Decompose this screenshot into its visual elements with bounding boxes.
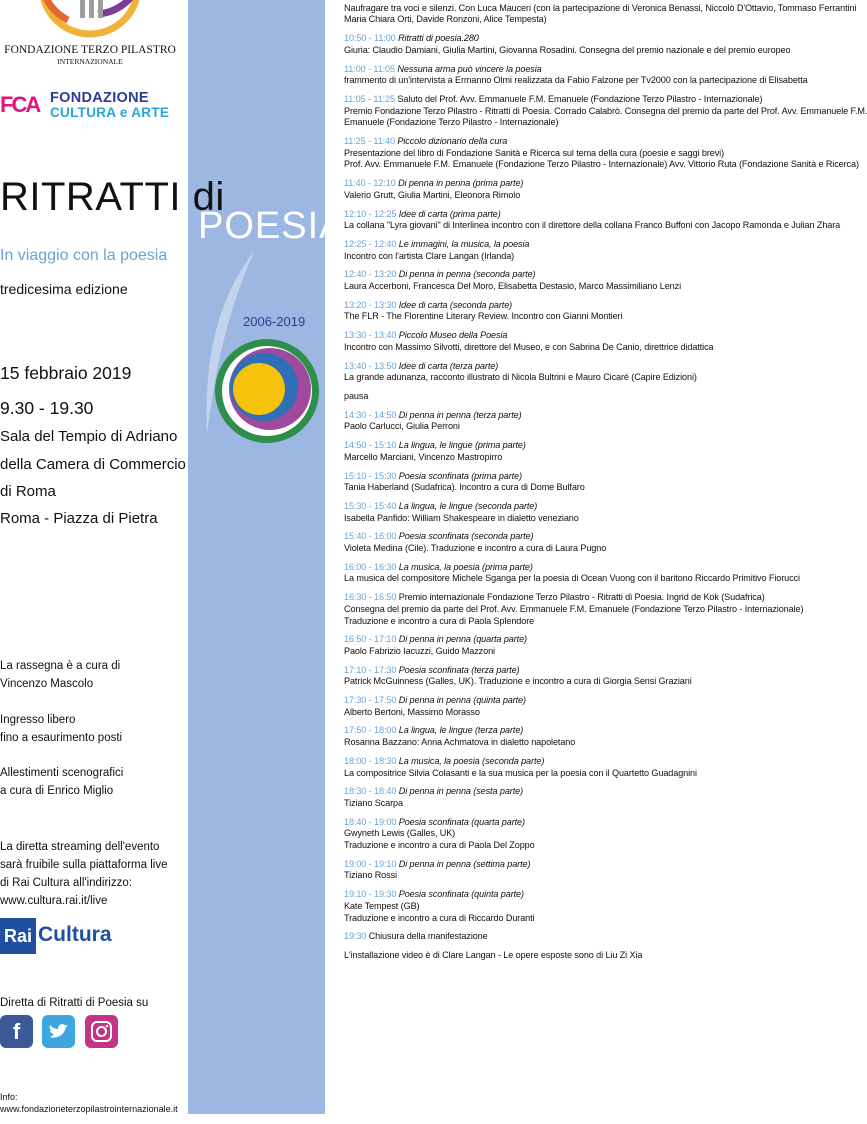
program-time: 15:30 - 15:40: [344, 500, 397, 511]
program-item: [344, 950, 795, 962]
program-detail: Giuria: Claudio Damiani, Giulia Martini, Giovanna Rosadini. Consegna del premio nazionale e del premio europeo: [344, 44, 791, 55]
program-detail: Violeta Medina (Cile). Traduzione e incontro a cura di Laura Pugno: [344, 543, 607, 554]
program-detail: Patrick McGuinness (Galles, UK). Traduzione e incontro a cura di Giorgia Sensi Graziani: [344, 676, 692, 687]
venue-line: di Roma: [0, 483, 56, 500]
program-item: [344, 208, 841, 232]
program-item: [344, 756, 795, 779]
program-item: [344, 592, 804, 627]
venue-line: Roma - Piazza di Pietra: [0, 510, 158, 527]
years-label: 2006-2019: [243, 314, 306, 329]
instagram-camera-icon: [85, 1015, 118, 1048]
program-detail: frammento di un'intervista a Ermanno Olmi realizzata da Fabio Falzone per Tv2000 con la partecipazione di Elisabetta: [344, 75, 808, 86]
program-item-header: [344, 239, 795, 251]
info-label: Info:: [0, 1092, 18, 1102]
program-item-header: [344, 300, 795, 312]
program-title: Poesia sconfinata (terza parte): [398, 664, 520, 675]
program-item: [344, 561, 800, 585]
program-detail: Prof. Avv. Emmanuele F.M. Emanuele (Fondazione Terzo Pilastro - Internazionale) Avv. Vittorio Ruta (Fondazione Sanità e Ricerca): [344, 159, 859, 170]
streaming-line: di Rai Cultura all'indirizzo:: [0, 877, 132, 889]
program-detail: La compositrice Silvia Colasanti e la sua musica per la poesia con il Quartetto Guadagnini: [344, 767, 697, 778]
program-detail: Consegna del premio da parte del Prof. Avv. Emmanuele F.M. Emanuele (Fondazione Terzo Pilastro - Internazionale): [344, 603, 804, 614]
rai-text: Cultura: [38, 923, 112, 946]
program-detail: Maria Chiara Orti, Davide Ronzoni, Alice Tempesta): [344, 14, 547, 25]
venue-line: della Camera di Commercio: [0, 456, 186, 473]
program-title: Di penna in penna (quarta parte): [398, 634, 527, 645]
program-time: 11:40 - 12:10: [344, 178, 396, 189]
program-title: Di penna in penna (quinta parte): [398, 695, 526, 706]
fca-line1: FONDAZIONE: [50, 90, 149, 106]
rai-box: Rai: [0, 918, 36, 954]
fca-mark: FCA: [0, 92, 40, 117]
program-item-header: [344, 136, 795, 148]
program-detail: Premio Fondazione Terzo Pilastro - Ritratti di Poesia. Corrado Calabrò. Consegna del premio da parte del Prof. Avv. Emmanuele F.M.: [344, 105, 867, 116]
program-item: [344, 471, 795, 494]
program-detail: Alberto Bertoni, Massimo Morasso: [344, 706, 480, 717]
program-title: Idee di carta (terza parte): [398, 360, 499, 371]
program-item: [344, 330, 795, 353]
program-item-header: [344, 817, 795, 829]
program-item: [344, 136, 859, 171]
program-item-header: [344, 665, 795, 677]
program-time: 15:40 - 16:00: [344, 531, 397, 542]
program-item-header: [344, 440, 795, 452]
program-title: Di penna in penna (seconda parte): [398, 269, 536, 280]
program-title: Poesia sconfinata (seconda parte): [398, 531, 534, 542]
venue-line: Sala del Tempio di Adriano: [0, 428, 178, 445]
program-item: [344, 410, 795, 433]
terzo-pilastro-logo: [0, 0, 180, 72]
program-item-header: [344, 361, 795, 373]
program-title: Di penna in penna (prima parte): [398, 178, 524, 189]
program-detail: The FLR - The Florentine Literary Review. Incontro con Gianni Montieri: [344, 311, 623, 322]
program-title: Ritratti di poesia.280: [398, 33, 479, 44]
entry-line: Ingresso libero: [0, 714, 76, 726]
program-detail: Traduzione e incontro a cura di Paola Splendore: [344, 615, 535, 626]
program-title: Idee di carta (seconda parte): [398, 299, 513, 310]
entry-info: [0, 711, 122, 747]
program-time: 17:30 - 17:50: [344, 695, 397, 706]
program-detail: Paolo Carlucci, Giulia Perroni: [344, 421, 460, 432]
program-time: 16:00 - 16:30: [344, 561, 397, 572]
program-detail: Incontro con Massimo Silvotti, direttore del Museo, e con Sabrina De Canio, direttrice didattica: [344, 341, 714, 352]
program-heading: Chiusura della manifestazione: [368, 931, 488, 942]
program-title: Piccolo Museo della Poesia: [398, 330, 508, 341]
curator-line: La rassegna è a cura di: [0, 660, 121, 672]
program-time: 18:40 - 19:00: [344, 816, 397, 827]
event-hours: 9.30 - 19.30: [0, 398, 94, 418]
program-item-header: [344, 410, 795, 422]
program-time: 11:05 - 11:25: [344, 93, 395, 104]
program-item-header: [344, 330, 795, 342]
program-detail: Marcello Marciani, Vincenzo Mastropirro: [344, 451, 503, 462]
program-detail: Traduzione e incontro a cura di Paola Del Zoppo: [344, 840, 535, 851]
program-time: 11:00 - 11:05: [344, 63, 395, 74]
program-item-header: [344, 531, 795, 543]
program-item-header: [344, 859, 795, 871]
program-item: [344, 391, 795, 403]
program-item: [344, 931, 795, 943]
program-detail: L'installazione video è di Clare Langan - Le opere esposte sono di Liu Zi Xia: [344, 950, 643, 960]
program-item-header: [344, 471, 795, 483]
program-item: [344, 0, 857, 26]
program-item: [344, 634, 795, 657]
program-title: Nessuna arma può vincere la poesia: [397, 63, 542, 74]
program-item: [344, 361, 795, 384]
program-item-header: [344, 931, 795, 943]
program-detail: Presentazione del libro di Fondazione Sanità e Ricerca sul tema della cura (poesie e saggi brevi): [344, 147, 725, 158]
social-label: Diretta di Ritratti di Poesia su: [0, 997, 149, 1009]
program-detail: Laura Accerboni, Francesca Del Moro, Elisabetta Destasio, Marco Massimiliano Lenzi: [344, 281, 682, 292]
concentric-circles-icon: [214, 338, 320, 444]
program-time: 16:50 - 17:10: [344, 634, 397, 645]
program-item: [344, 440, 795, 463]
entry-line: fino a esaurimento posti: [0, 732, 123, 744]
program-item-header: [344, 64, 795, 76]
program-item: [344, 63, 808, 87]
program-item-header: [344, 501, 795, 513]
program-item: [344, 531, 795, 554]
program-time: 17:10 - 17:30: [344, 664, 397, 675]
foundation-name: FONDAZIONE TERZO PILASTRO: [4, 44, 176, 56]
program-time: 19:30: [344, 931, 367, 942]
program-detail: Gwyneth Lewis (Galles, UK): [344, 828, 456, 839]
program-time: 17:50 - 18:00: [344, 725, 397, 736]
streaming-link[interactable]: www.cultura.rai.it/live: [0, 895, 108, 907]
program-heading: Premio internazionale Fondazione Terzo Pilastro - Ritratti di Poesia. Ingrid de Kok (Sudafrica): [398, 592, 765, 603]
program-item-header: [344, 33, 795, 45]
event-subtitle: In viaggio con la poesia: [0, 247, 168, 264]
program-detail: Kate Tempest (GB): [344, 900, 420, 911]
event-title-poesia: POESIA: [198, 205, 346, 247]
program-item: [344, 300, 795, 323]
program-item: [344, 501, 795, 524]
program-item: [344, 33, 795, 56]
program-detail: Tiziano Scarpa: [344, 797, 403, 808]
program-item: [344, 725, 795, 748]
program-item-header: [344, 634, 795, 646]
program-detail: Valerio Grutt, Giulia Martini, Eleonora Rimolo: [344, 189, 521, 200]
program-detail: La grande adunanza, racconto illustrato di Nicola Bultrini e Mauro Cicaré (Capire Edizioni): [344, 372, 697, 383]
program-item: [344, 695, 795, 718]
sets-info: [0, 764, 123, 800]
program-detail: pausa: [344, 390, 369, 401]
program-time: 16:30 - 16:50: [344, 592, 397, 603]
program-title: Poesia sconfinata (quarta parte): [398, 816, 525, 827]
curator-line: Vincenzo Mascolo: [0, 678, 94, 690]
program-item: [344, 269, 795, 292]
program-item-header: [344, 209, 795, 221]
program-title: Le immagini, la musica, la poesia: [398, 238, 530, 249]
program-detail: Paolo Fabrizio Iacuzzi, Guido Mazzoni: [344, 645, 495, 656]
program-title: La musica, la poesia (prima parte): [398, 561, 533, 572]
program-title: La musica, la poesia (seconda parte): [398, 755, 545, 766]
program-item-header: [344, 756, 795, 768]
program-time: 18:00 - 18:30: [344, 755, 397, 766]
program-title: Di penna in penna (settima parte): [398, 858, 531, 869]
fca-line2: CULTURA e ARTE: [50, 105, 170, 120]
program-item-header: [344, 269, 795, 281]
program-detail: Tania Haberland (Sudafrica). Incontro a cura di Dome Bulfaro: [344, 482, 585, 493]
foundation-sub: INTERNAZIONALE: [57, 57, 123, 66]
program-time: 14:50 - 15:10: [344, 440, 397, 451]
program-item-header: [344, 562, 795, 574]
program-item-header: [344, 592, 795, 604]
program-item-header: [344, 178, 795, 190]
program-time: 14:30 - 14:50: [344, 409, 397, 420]
sets-line: Allestimenti scenografici: [0, 767, 124, 779]
curator-info: [0, 657, 120, 693]
program-title: Di penna in penna (terza parte): [398, 409, 522, 420]
event-title: RITRATTI di: [0, 175, 225, 219]
program-detail: Tiziano Rossi: [344, 870, 397, 881]
facebook-icon[interactable]: f: [0, 1015, 33, 1048]
program-item-header: [344, 786, 795, 798]
program-title: Poesia sconfinata (prima parte): [398, 470, 522, 481]
program-title: Poesia sconfinata (quinta parte): [398, 889, 524, 900]
terzo-pilastro-emblem-icon: [38, 0, 142, 44]
program-list: [344, 0, 867, 969]
streaming-info: [0, 838, 167, 910]
program-item-header: [344, 94, 795, 106]
program-time: 12:10 - 12:25: [344, 208, 397, 219]
twitter-bird-icon: [42, 1015, 75, 1048]
program-title: La lingua, le lingue (terza parte): [398, 725, 524, 736]
program-detail: Emanuele (Fondazione Terzo Pilastro - Internazionale): [344, 117, 559, 128]
program-item-header: [344, 889, 795, 901]
program-title: La lingua, le lingue (seconda parte): [398, 500, 538, 511]
fca-logo: [0, 90, 185, 122]
program-title: Piccolo dizionario della cura: [397, 136, 508, 147]
edition-label: tredicesima edizione: [0, 281, 128, 297]
program-detail: Naufragare tra voci e silenzi. Con Luca Mauceri (con la partecipazione di Veronica Benassi, Niccolò D'Ottavio, Tommaso Ferrantini: [344, 2, 857, 13]
info-url[interactable]: www.fondazioneterzopilastrointernazionale.it: [0, 1104, 178, 1114]
program-time: 13:20 - 13:30: [344, 299, 397, 310]
program-item-header: [344, 725, 795, 737]
streaming-line: sarà fruibile sulla piattaforma live: [0, 859, 168, 871]
program-time: 10:50 - 11:00: [344, 33, 396, 44]
program-time: 13:30 - 13:40: [344, 330, 397, 341]
program-time: 19:00 - 19:10: [344, 858, 397, 869]
program-detail: Isabella Panfido: William Shakespeare in dialetto veneziano: [344, 512, 579, 523]
sets-line: a cura di Enrico Miglio: [0, 785, 114, 797]
program-title: Di penna in penna (sesta parte): [398, 786, 524, 797]
program-item: [344, 817, 795, 852]
program-item: [344, 786, 795, 809]
program-detail: La collana "Lyra giovani" di Interlinea incontro con il direttore della collana Franco Buffoni con Jacopo Ramonda e Julian Zhara: [344, 220, 841, 231]
program-heading: Saluto del Prof. Avv. Emmanuele F.M. Emanuele (Fondazione Terzo Pilastro - Internazionale): [397, 93, 763, 104]
program-item: [344, 889, 795, 924]
program-title: [399, 0, 450, 1]
event-date: 15 febbraio 2019: [0, 363, 132, 383]
program-time: 18:30 - 18:40: [344, 786, 397, 797]
program-time: 12:40 - 13:20: [344, 269, 397, 280]
program-time: 19:10 - 19:30: [344, 889, 397, 900]
program-title: La lingua, le lingue (prima parte): [398, 440, 526, 451]
instagram-icon[interactable]: [85, 1015, 118, 1048]
program-detail: Rosanna Bazzano: Anna Achmatova in dialetto napoletano: [344, 737, 576, 748]
decorative-band: [188, 0, 325, 1114]
program-time: 13:40 - 13:50: [344, 360, 397, 371]
program-item: [344, 239, 795, 262]
program-time: 11:25 - 11:40: [344, 136, 395, 147]
program-item: [344, 178, 795, 201]
program-item: [344, 93, 867, 129]
program-item-header: [344, 695, 795, 707]
program-title: Idee di carta (prima parte): [398, 208, 501, 219]
program-item: [344, 665, 795, 688]
program-time: 12:25 - 12:40: [344, 238, 397, 249]
twitter-icon[interactable]: [42, 1015, 75, 1048]
program-detail: La musica del compositore Michele Sganga per la poesia di Ocean Vuong con il baritono Riccardo Primitivo Fiorucci: [344, 573, 800, 584]
program-item: [344, 859, 795, 882]
program-time: [344, 0, 396, 1]
streaming-line: La diretta streaming dell'evento: [0, 841, 160, 853]
info-block: [0, 1091, 178, 1115]
program-time: 15:10 - 15:30: [344, 470, 397, 481]
program-detail: Incontro con l'artista Clare Langan (Irlanda): [344, 250, 515, 261]
program-detail: Traduzione e incontro a cura di Riccardo Duranti: [344, 912, 535, 923]
